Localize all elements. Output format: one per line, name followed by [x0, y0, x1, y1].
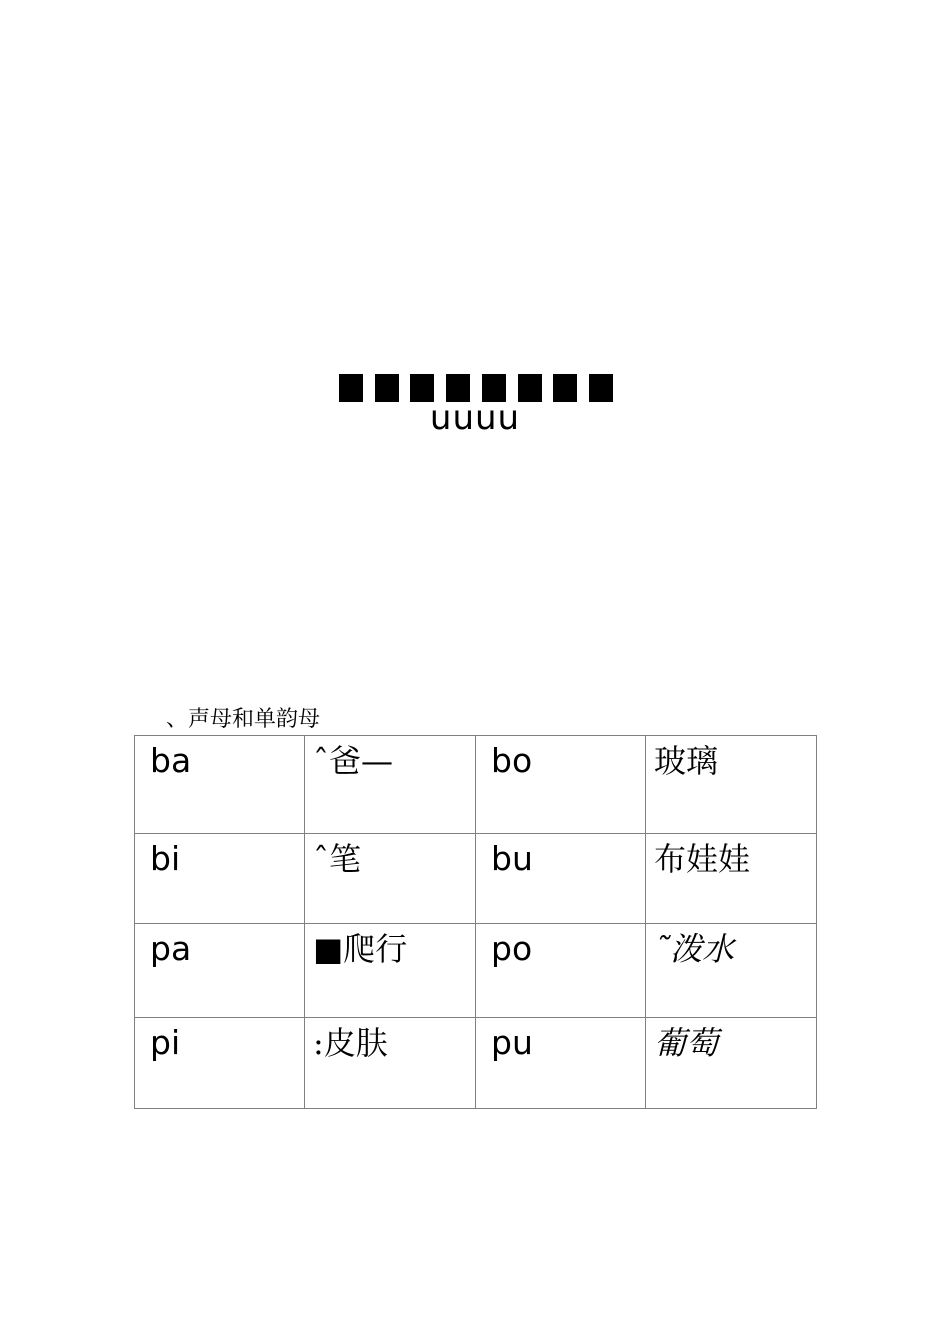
- table-cell: [135, 1018, 305, 1109]
- table-row: [135, 924, 817, 1018]
- word-label: 葡萄: [654, 1024, 719, 1062]
- pinyin-label: po: [491, 929, 533, 968]
- table-cell: [476, 1018, 646, 1109]
- table-cell: [476, 736, 646, 834]
- word-label: 布娃娃: [654, 840, 751, 878]
- word-label: ˜泼水: [654, 930, 735, 968]
- table-cell: [476, 834, 646, 924]
- pinyin-label: bi: [150, 839, 181, 878]
- table-cell: [646, 1018, 817, 1109]
- table-cell: [135, 736, 305, 834]
- pinyin-label: pa: [150, 929, 192, 968]
- word-label: ˆ爸—: [313, 742, 394, 780]
- word-label: :皮肤: [313, 1024, 388, 1062]
- table-cell: [646, 924, 817, 1018]
- table-cell: [305, 1018, 476, 1109]
- table-cell: [135, 924, 305, 1018]
- pinyin-label: pu: [491, 1023, 533, 1062]
- pinyin-label: pi: [150, 1023, 181, 1062]
- table-cell: [305, 834, 476, 924]
- table-row: [135, 834, 817, 924]
- table-cell: [476, 924, 646, 1018]
- pinyin-label: bu: [491, 839, 533, 878]
- table-cell: [305, 736, 476, 834]
- word-label: ˆ笔: [313, 840, 362, 878]
- section-heading: 、声母和单韵母: [166, 707, 321, 732]
- pinyin-label: ba: [150, 741, 192, 780]
- table-cell: [646, 736, 817, 834]
- pinyin-label: bo: [491, 741, 533, 780]
- phonics-table: [134, 735, 817, 1109]
- table-cell: [646, 834, 817, 924]
- word-label: ■爬行: [313, 930, 408, 968]
- page-subtitle: uuuu: [429, 398, 521, 438]
- table-cell: [305, 924, 476, 1018]
- word-label: 玻璃: [654, 742, 719, 780]
- table-row: [135, 736, 817, 834]
- table-row: [135, 1018, 817, 1109]
- table-cell: [135, 834, 305, 924]
